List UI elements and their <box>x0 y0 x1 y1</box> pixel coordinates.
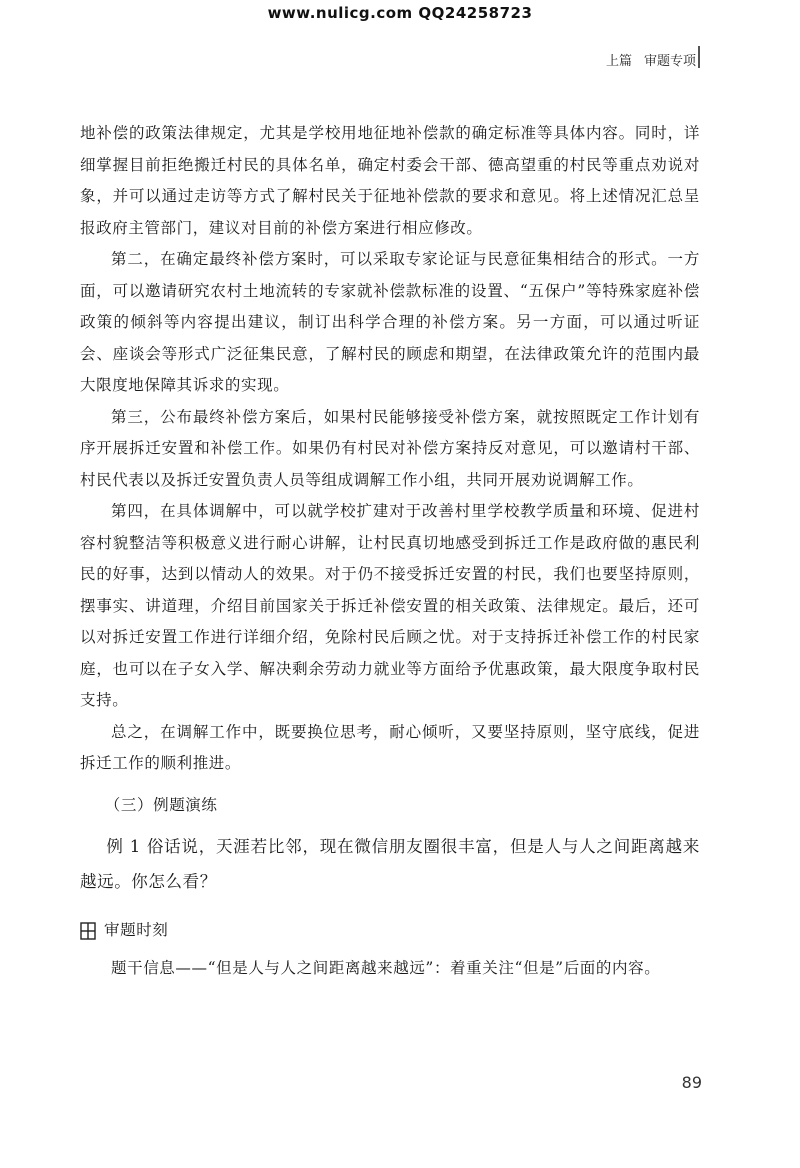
page-body <box>80 118 700 984</box>
running-head-part: 上篇 <box>605 54 632 69</box>
paragraph-second: 第二，在确定最终补偿方案时，可以采取专家论证与民意征集相结合的形式。一方面，可以邀请研究农村土地流转的专家就补偿款标准的设置、“五保户”等特殊家庭补偿政策的倾斜等内容提出建议，制订出科学合理的补偿方案。另一方面，可以通过听证会、座谈会等形式广泛征集民意，了解村民的顾虑和期望，在法律政策允许的范围内最大限度地保障其诉求的实现。 <box>80 250 700 394</box>
paragraph-third: 第三，公布最终补偿方案后，如果村民能够接受补偿方案，就按照既定工作计划有序开展拆迁安置和补偿工作。如果仍有村民对补偿方案持反对意见，可以邀请村干部、村民代表以及拆迁安置负责人员等组成调解工作小组，共同开展劝说调解工作。 <box>80 407 700 489</box>
page-number: 89 <box>681 1073 702 1092</box>
running-head-section: 审题专项 <box>643 54 696 69</box>
section-heading: （三）例题演练 <box>104 795 218 814</box>
analysis-line: 题干信息——“但是人与人之间距离越来越远”：着重关注“但是”后面的内容。 <box>111 958 661 977</box>
paragraph-summary: 总之，在调解工作中，既要换位思考，耐心倾听，又要坚持原则，坚守底线，促进拆迁工作的顺利推进。 <box>80 722 700 772</box>
box-heading-label: 审题时刻 <box>104 921 169 939</box>
bookmark-box-icon <box>80 922 96 940</box>
paragraph-fourth: 第四，在具体调解中，可以就学校扩建对于改善村里学校教学质量和环境、促进村容村貌整洁等积极意义进行耐心讲解，让村民真切地感受到拆迁工作是政府做的惠民利民的好事，达到以情动人的效果。对于仍不接受拆迁安置的村民，我们也要坚持原则，摆事实、讲道理，介绍目前国家关于拆迁补偿安置的相关政策、法律规定。最后，还可以对拆迁安置工作进行详细介绍，免除村民后顾之忧。对于支持拆迁补偿工作的村民家庭，也可以在子女入学、解决剩余劳动力就业等方面给予优惠政策，最大限度争取村民支持。 <box>80 502 700 709</box>
running-head <box>606 50 696 69</box>
watermark: www.nulicg.com QQ24258723 <box>267 4 533 22</box>
box-heading <box>80 915 700 947</box>
running-head-divider <box>698 46 700 68</box>
paragraph-continued: 地补偿的政策法律规定，尤其是学校用地征地补偿款的确定标准等具体内容。同时，详细掌握目前拒绝搬迁村民的具体名单，确定村委会干部、德高望重的村民等重点劝说对象，并可以通过走访等方式了解村民关于征地补偿款的要求和意见。将上述情况汇总呈报政府主管部门，建议对目前的补偿方案进行相应修改。 <box>80 124 700 237</box>
example-question: 例 1 俗话说，天涯若比邻，现在微信朋友圈很丰富，但是人与人之间距离越来越远。你怎么看？ <box>80 837 700 891</box>
